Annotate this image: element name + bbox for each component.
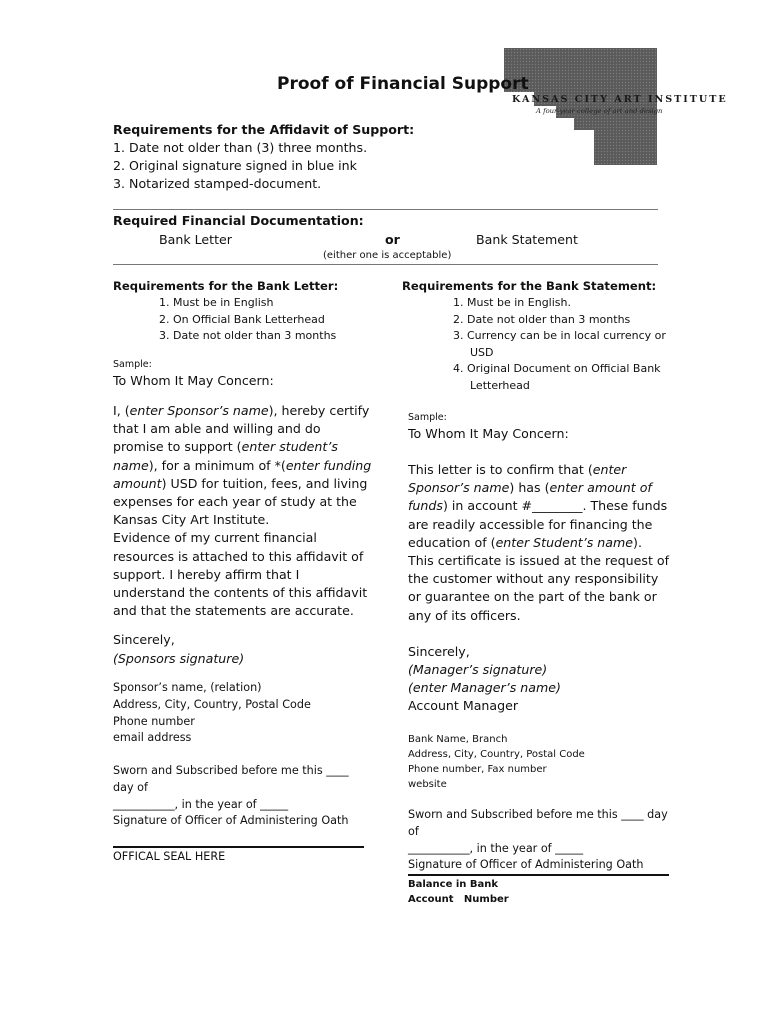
sworn-line: Signature of Officer of Administering Oath <box>113 814 349 828</box>
sponsor-details <box>113 680 311 747</box>
sample-label: Sample: <box>408 412 447 423</box>
bank-statement-requirements <box>453 295 666 394</box>
letter-body: I, (enter Sponsor’s name), hereby certify that I am able and willing and do promise to support (enter student’s name), for a minimum of *(enter funding amount) USD for tuition, fees, and living expenses for each year of study at the Kansas City Art Institute. Evidence of my current financial resources is attached to this affidavit of support. I hereby affirm that I understand the contents of this affidavit and that the statements are accurate. <box>113 403 372 619</box>
letter-signature: (Sponsors signature) <box>113 651 245 666</box>
list-item: 2. On Official Bank Letterhead <box>159 312 325 326</box>
divider <box>113 209 658 210</box>
bank-letter-requirements <box>159 295 336 345</box>
or-label: or <box>385 232 400 247</box>
statement-body: This letter is to confirm that (enter Sponsor’s name) has (enter amount of funds) in account #________. These funds are readily accessible for financing the education of (enter Student’s name). This certificate is issued at the request of the customer without any responsibility or guarantee on the part of the bank or any of its officers. <box>408 462 670 623</box>
detail-line: Bank Name, Branch <box>408 734 508 745</box>
detail-line: Phone number <box>113 714 195 728</box>
divider <box>113 264 658 265</box>
manager-title: Account Manager <box>408 698 519 713</box>
sworn-line: Sworn and Subscribed before me this ____ day <box>408 808 668 821</box>
sworn-line: ___________, in the year of _____ <box>408 841 584 855</box>
account-number: Account Number <box>408 894 509 905</box>
detail-line: email address <box>113 731 192 745</box>
sample-label: Sample: <box>113 359 152 370</box>
letter-sworn <box>113 763 349 830</box>
statement-salutation: To Whom It May Concern: <box>408 426 569 441</box>
manager-name: (enter Manager’s name) <box>408 680 561 695</box>
sworn-line: ___________, in the year of _____ <box>113 797 289 811</box>
manager-signature: (Manager’s signature) <box>408 662 548 677</box>
list-item: 3. Currency can be in local currency or <box>453 329 666 342</box>
logo-tagline: A four-year college of art and design <box>536 107 663 115</box>
page-title: Proof of Financial Support <box>277 74 529 94</box>
list-item: 2. Date not older than 3 months <box>453 312 631 326</box>
affidavit-list <box>113 139 367 193</box>
list-item: Letterhead <box>470 378 530 392</box>
statement-closing: Sincerely, <box>408 644 470 659</box>
bank-details <box>408 732 585 792</box>
official-seal-label: OFFICAL SEAL HERE <box>113 850 226 863</box>
statement-sworn <box>408 807 668 874</box>
seal-rule <box>113 846 364 848</box>
balance-in-bank: Balance in Bank <box>408 879 499 890</box>
logo-name: KANSAS CITY ART INSTITUTE <box>512 94 728 105</box>
bank-statement-heading: Requirements for the Bank Statement: <box>402 279 657 293</box>
documentation-heading: Required Financial Documentation: <box>113 213 364 228</box>
list-item: 1. Date not older than (3) three months. <box>113 140 368 155</box>
detail-line: Phone number, Fax number <box>408 764 547 775</box>
sworn-line: day of <box>113 780 148 794</box>
list-item: 3. Date not older than 3 months <box>159 329 337 342</box>
detail-line: Sponsor’s name, (relation) <box>113 681 262 694</box>
bank-letter-heading: Requirements for the Bank Letter: <box>113 279 339 293</box>
sworn-line: of <box>408 824 419 838</box>
option-bank-statement: Bank Statement <box>476 232 578 247</box>
letter-closing: Sincerely, <box>113 632 175 647</box>
detail-line: website <box>408 779 447 790</box>
detail-line: Address, City, Country, Postal Code <box>113 697 311 711</box>
list-item: 1. Must be in English <box>159 296 274 309</box>
balance-rule <box>408 874 669 876</box>
list-item: 1. Must be in English. <box>453 296 571 309</box>
list-item: 4. Original Document on Official Bank <box>453 362 661 375</box>
either-note: (either one is acceptable) <box>323 250 452 261</box>
letter-salutation: To Whom It May Concern: <box>113 373 274 388</box>
sworn-line: Sworn and Subscribed before me this ____ <box>113 764 349 777</box>
affidavit-heading: Requirements for the Affidavit of Support: <box>113 122 415 137</box>
sworn-line: Signature of Officer of Administering Oath <box>408 858 644 872</box>
list-item: USD <box>470 345 494 359</box>
option-bank-letter: Bank Letter <box>159 232 232 247</box>
kcai-logo <box>504 48 728 165</box>
detail-line: Address, City, Country, Postal Code <box>408 749 585 760</box>
list-item: 3. Notarized stamped-document. <box>113 176 322 191</box>
list-item: 2. Original signature signed in blue ink <box>113 158 357 173</box>
